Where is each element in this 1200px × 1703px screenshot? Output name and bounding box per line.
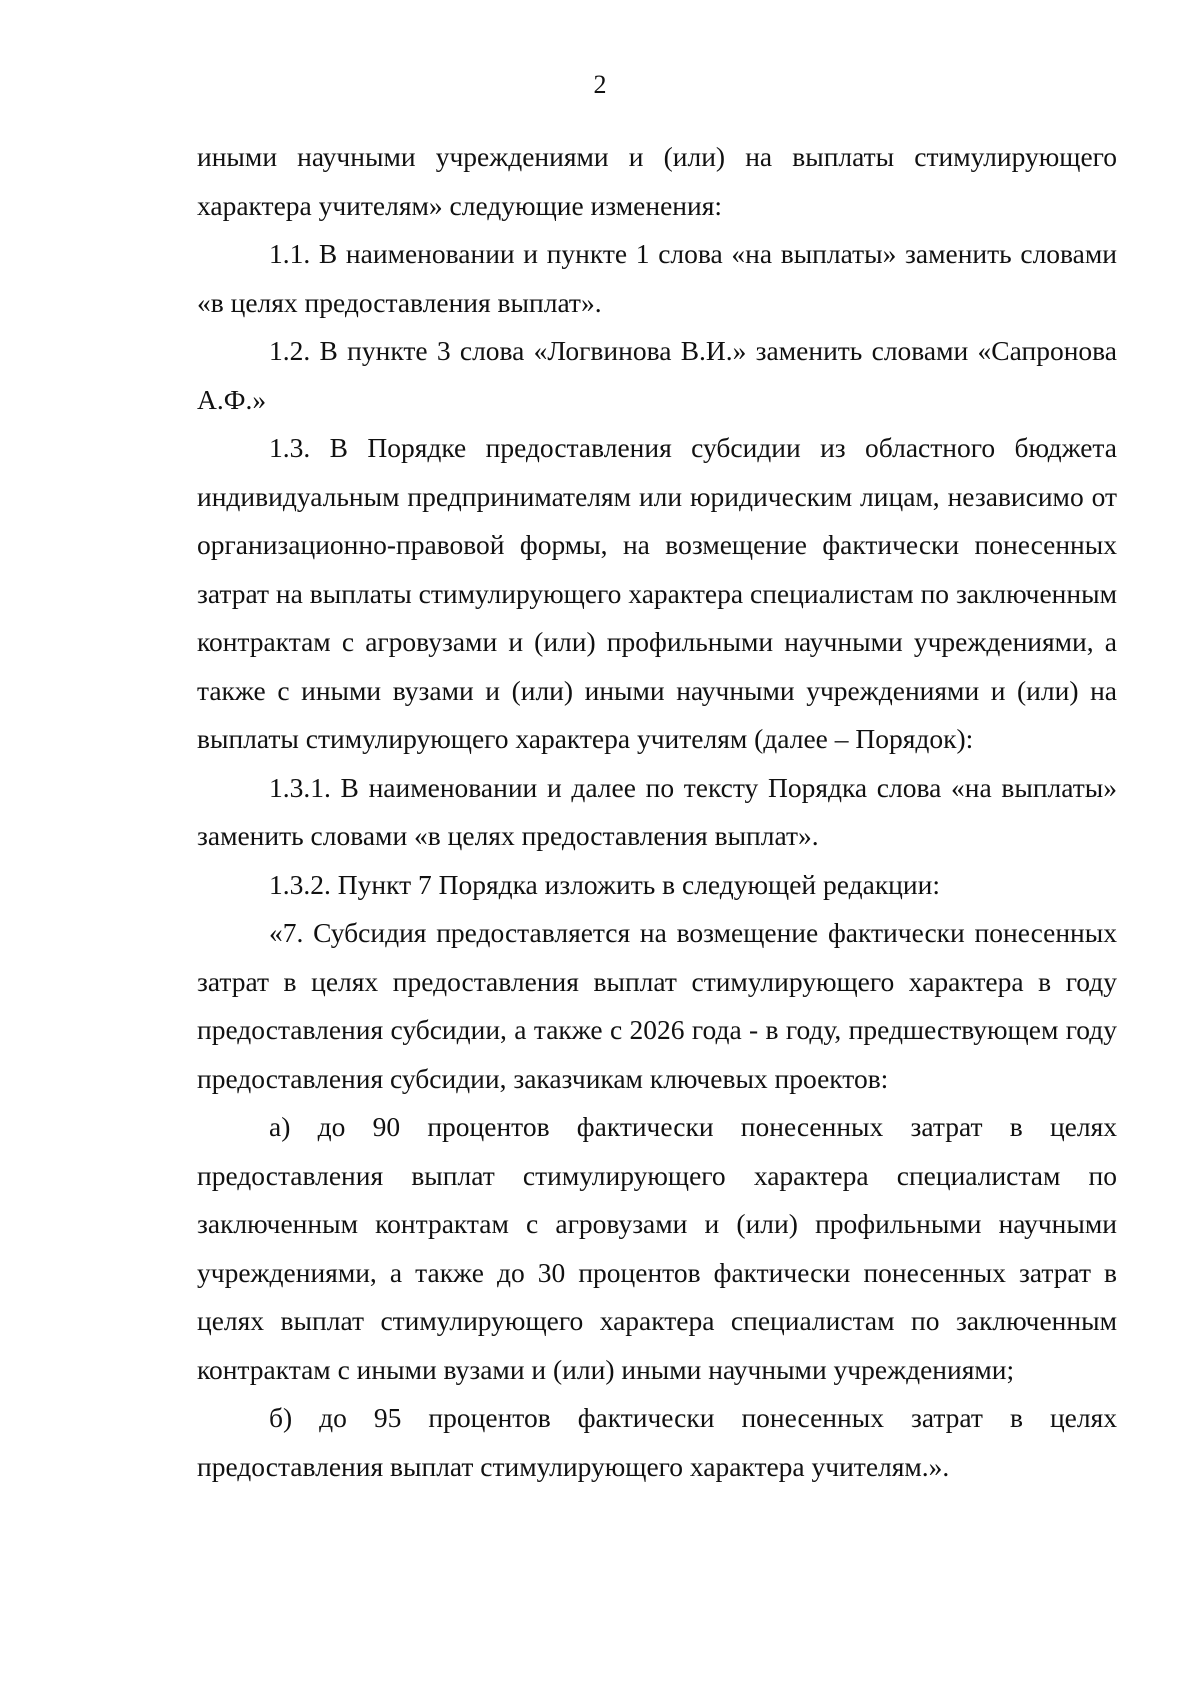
document-body [197,133,1117,1491]
paragraph-1-2: 1.2. В пункте 3 слова «Логвинова В.И.» заменить словами «Сапронова А.Ф.» [197,335,1117,415]
paragraph-1-3-1: 1.3.1. В наименовании и далее по тексту Порядка слова «на выплаты» заменить словами «в целях предоставления выплат». [197,771,1117,851]
paragraph-1-3-2: 1.3.2. Пункт 7 Порядка изложить в следующей редакции: [269,868,940,900]
page-number: 2 [593,70,607,99]
paragraph-1-1: 1.1. В наименовании и пункте 1 слова «на выплаты» заменить словами «в целях предоставления выплат». [197,238,1117,318]
paragraph-item-b: б) до 95 процентов фактически понесенных затрат в целях предоставления выплат стимулирующего характера учителям.». [197,1402,1117,1482]
paragraph-1-3: 1.3. В Порядке предоставления субсидии из областного бюджета индивидуальным предпринимателям или юридическим лицам, независимо от организационно-правовой формы, на возмещение фактически понесенных затрат на выплаты стимулирующего характера специалистам по заключенным контрактам с агровузами и (или) профильными научными учреждениями, а также с иными вузами и (или) иными научными учреждениями и (или) на выплаты стимулирующего характера учителям (далее – Порядок): [197,432,1117,754]
paragraph-clause-7: «7. Субсидия предоставляется на возмещение фактически понесенных затрат в целях предоставления выплат стимулирующего характера в году предоставления субсидии, а также с 2026 года - в году, предшествующем году предоставления субсидии, заказчикам ключевых проектов: [197,917,1117,1094]
paragraph-intro-continuation: иными научными учреждениями и (или) на выплаты стимулирующего характера учителям» следующие изменения: [197,141,1117,221]
paragraph-item-a: а) до 90 процентов фактически понесенных затрат в целях предоставления выплат стимулирующего характера специалистам по заключенным контрактам с агровузами и (или) профильными научными учреждениями, а также до 30 процентов фактически понесенных затрат в целях выплат стимулирующего характера специалистам по заключенным контрактам с иными вузами и (или) иными научными учреждениями; [197,1111,1117,1385]
